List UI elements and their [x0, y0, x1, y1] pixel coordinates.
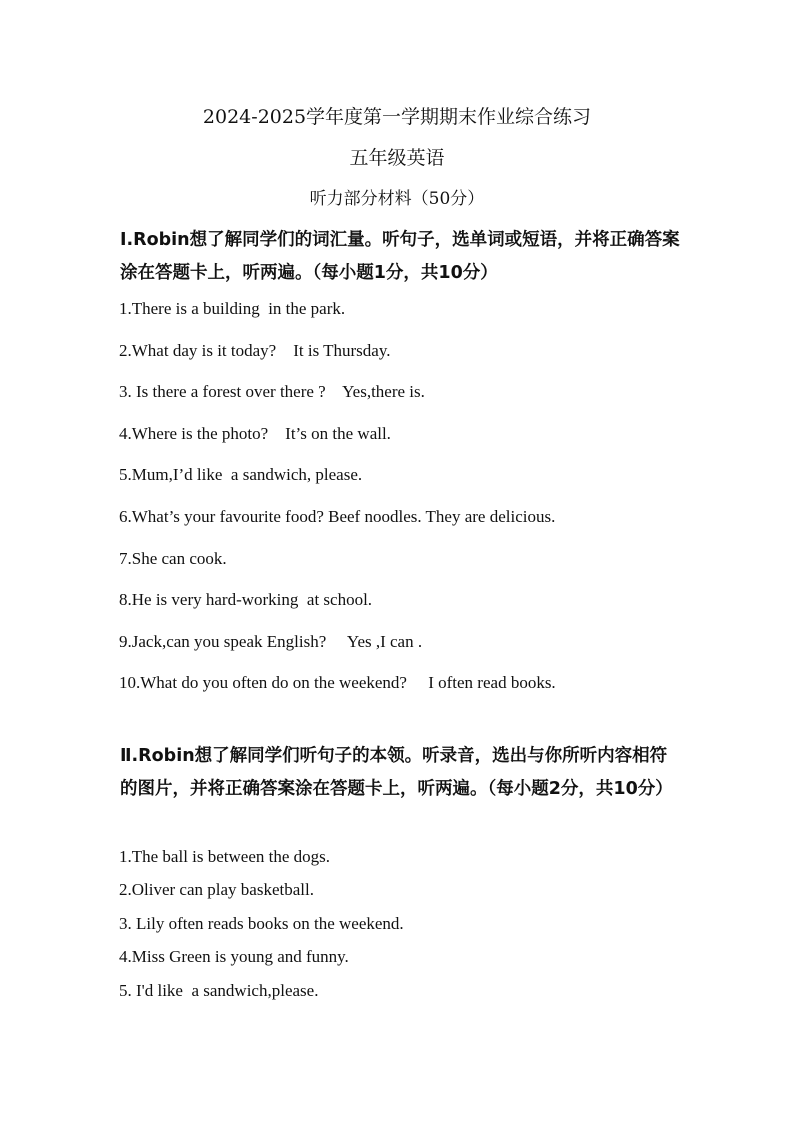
section-1-item: 8.He is very hard-working at school. [119, 590, 373, 609]
section-2-item: 5. I'd like a sandwich,please. [119, 981, 319, 1000]
section-2-item: 4.Miss Green is young and funny. [119, 947, 349, 966]
section-1-item: 6.What’s your favourite food? Beef noodles. They are delicious. [119, 507, 556, 526]
section-1-item: 7.She can cook. [119, 549, 227, 568]
section-1-item: 2.What day is it today? It is Thursday. [119, 341, 391, 360]
section-2-item: 1.The ball is between the dogs. [119, 847, 331, 866]
section-2-item: 2.Oliver can play basketball. [119, 880, 314, 899]
section-1-item: 4.Where is the photo? It’s on the wall. [119, 424, 391, 443]
part-label: 听力部分材料（50分） [309, 189, 485, 209]
section-2-heading: Ⅱ.Robin想了解同学们听句子的本领。听录音，选出与你所听内容相符的图片，并将正确答案涂在答题卡上，听两遍。（每小题2分，共10分） [120, 746, 673, 799]
section-1-item: 9.Jack,can you speak English? Yes ,I can . [119, 632, 423, 651]
section-1-item: 3. Is there a forest over there ? Yes,there is. [119, 382, 425, 401]
document-title: 2024-2025学年度第一学期期末作业综合练习 [202, 106, 592, 128]
section-1-item: 10.What do you often do on the weekend? I often read books. [119, 673, 556, 692]
section-1-heading: Ⅰ.Robin想了解同学们的词汇量。听句子，选单词或短语，并将正确答案涂在答题卡上，听两遍。（每小题1分，共10分） [120, 230, 680, 283]
section-1-item: 5.Mum,I’d like a sandwich, please. [119, 465, 363, 484]
section-1-item: 1.There is a building in the park. [119, 299, 346, 318]
section-2-item: 3. Lily often reads books on the weekend. [119, 914, 404, 933]
grade-subject: 五年级英语 [349, 147, 445, 169]
